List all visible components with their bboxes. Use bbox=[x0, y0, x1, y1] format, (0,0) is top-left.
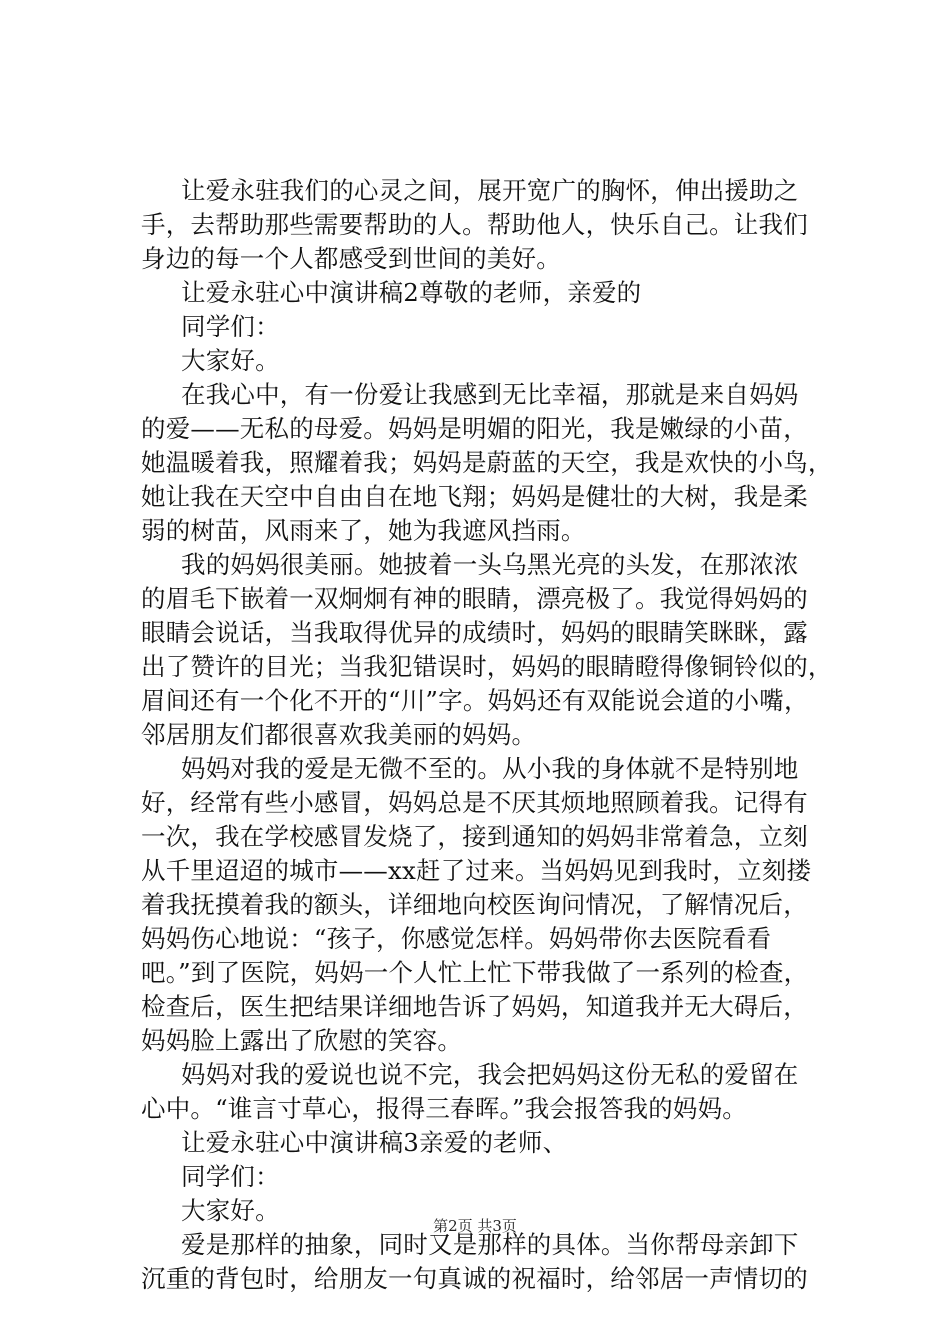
text-line: 一次，我在学校感冒发烧了，接到通知的妈妈非常着急，立刻 bbox=[141, 822, 808, 851]
text-line: 让爱永驻心中演讲稿3亲爱的老师、 bbox=[181, 1128, 568, 1157]
text-line: 让爱永驻我们的心灵之间，展开宽广的胸怀，伸出援助之 bbox=[181, 176, 799, 205]
text-line: 身边的每一个人都感受到世间的美好。 bbox=[141, 244, 561, 273]
text-line: 妈妈对我的爱是无微不至的。从小我的身体就不是特别地 bbox=[181, 754, 799, 783]
text-line: 吧。”到了医院，妈妈一个人忙上忙下带我做了一系列的检查， bbox=[141, 958, 809, 987]
text-line: 爱是那样的抽象，同时又是那样的具体。当你帮母亲卸下 bbox=[181, 1230, 799, 1259]
text-line: 同学们： bbox=[181, 312, 280, 341]
text-line: 她让我在天空中自由自在地飞翔；妈妈是健壮的大树，我是柔 bbox=[141, 482, 808, 511]
text-line: 弱的树苗，风雨来了，她为我遮风挡雨。 bbox=[141, 516, 586, 545]
text-line: 的爱——无私的母爱。妈妈是明媚的阳光，我是嫩绿的小苗， bbox=[141, 414, 808, 443]
text-line: 大家好。 bbox=[181, 1196, 280, 1225]
text-line: 手，去帮助那些需要帮助的人。帮助他人，快乐自己。让我们 bbox=[141, 210, 808, 239]
text-line: 在我心中，有一份爱让我感到无比幸福，那就是来自妈妈 bbox=[181, 380, 799, 409]
text-line: 从千里迢迢的城市——xx赶了过来。当妈妈见到我时，立刻搂 bbox=[141, 856, 812, 885]
text-line: 出了赞许的目光；当我犯错误时，妈妈的眼睛瞪得像铜铃似的， bbox=[141, 652, 833, 681]
text-line: 我的妈妈很美丽。她披着一头乌黑光亮的头发，在那浓浓 bbox=[181, 550, 799, 579]
text-line: 让爱永驻心中演讲稿2尊敬的老师，亲爱的 bbox=[181, 278, 642, 307]
text-line: 心中。“谁言寸草心，报得三春晖。”我会报答我的妈妈。 bbox=[141, 1094, 747, 1123]
text-line: 妈妈脸上露出了欣慰的笑容。 bbox=[141, 1026, 463, 1055]
text-line: 眼睛会说话，当我取得优异的成绩时，妈妈的眼睛笑眯眯，露 bbox=[141, 618, 808, 647]
text-line: 她温暖着我，照耀着我；妈妈是蔚蓝的天空，我是欢快的小鸟， bbox=[141, 448, 833, 477]
document-body bbox=[141, 174, 833, 1296]
text-line: 检查后，医生把结果详细地告诉了妈妈，知道我并无大碍后， bbox=[141, 992, 808, 1021]
text-line: 邻居朋友们都很喜欢我美丽的妈妈。 bbox=[141, 720, 537, 749]
text-line: 好，经常有些小感冒，妈妈总是不厌其烦地照顾着我。记得有 bbox=[141, 788, 808, 817]
text-line: 妈妈伤心地说：“孩子，你感觉怎样。妈妈带你去医院看看 bbox=[141, 924, 772, 953]
text-line: 沉重的背包时，给朋友一句真诚的祝福时，给邻居一声情切的 bbox=[141, 1264, 808, 1293]
text-line: 大家好。 bbox=[181, 346, 280, 375]
text-line: 妈妈对我的爱说也说不完，我会把妈妈这份无私的爱留在 bbox=[181, 1060, 799, 1089]
text-line: 眉间还有一个化不开的“川”字。妈妈还有双能说会道的小嘴， bbox=[141, 686, 809, 715]
text-line: 的眉毛下嵌着一双炯炯有神的眼睛，漂亮极了。我觉得妈妈的 bbox=[141, 584, 808, 613]
text-line: 同学们： bbox=[181, 1162, 280, 1191]
text-line: 着我抚摸着我的额头，详细地向校医询问情况，了解情况后， bbox=[141, 890, 808, 919]
page-footer: 第2页 共3页 bbox=[433, 1217, 517, 1235]
